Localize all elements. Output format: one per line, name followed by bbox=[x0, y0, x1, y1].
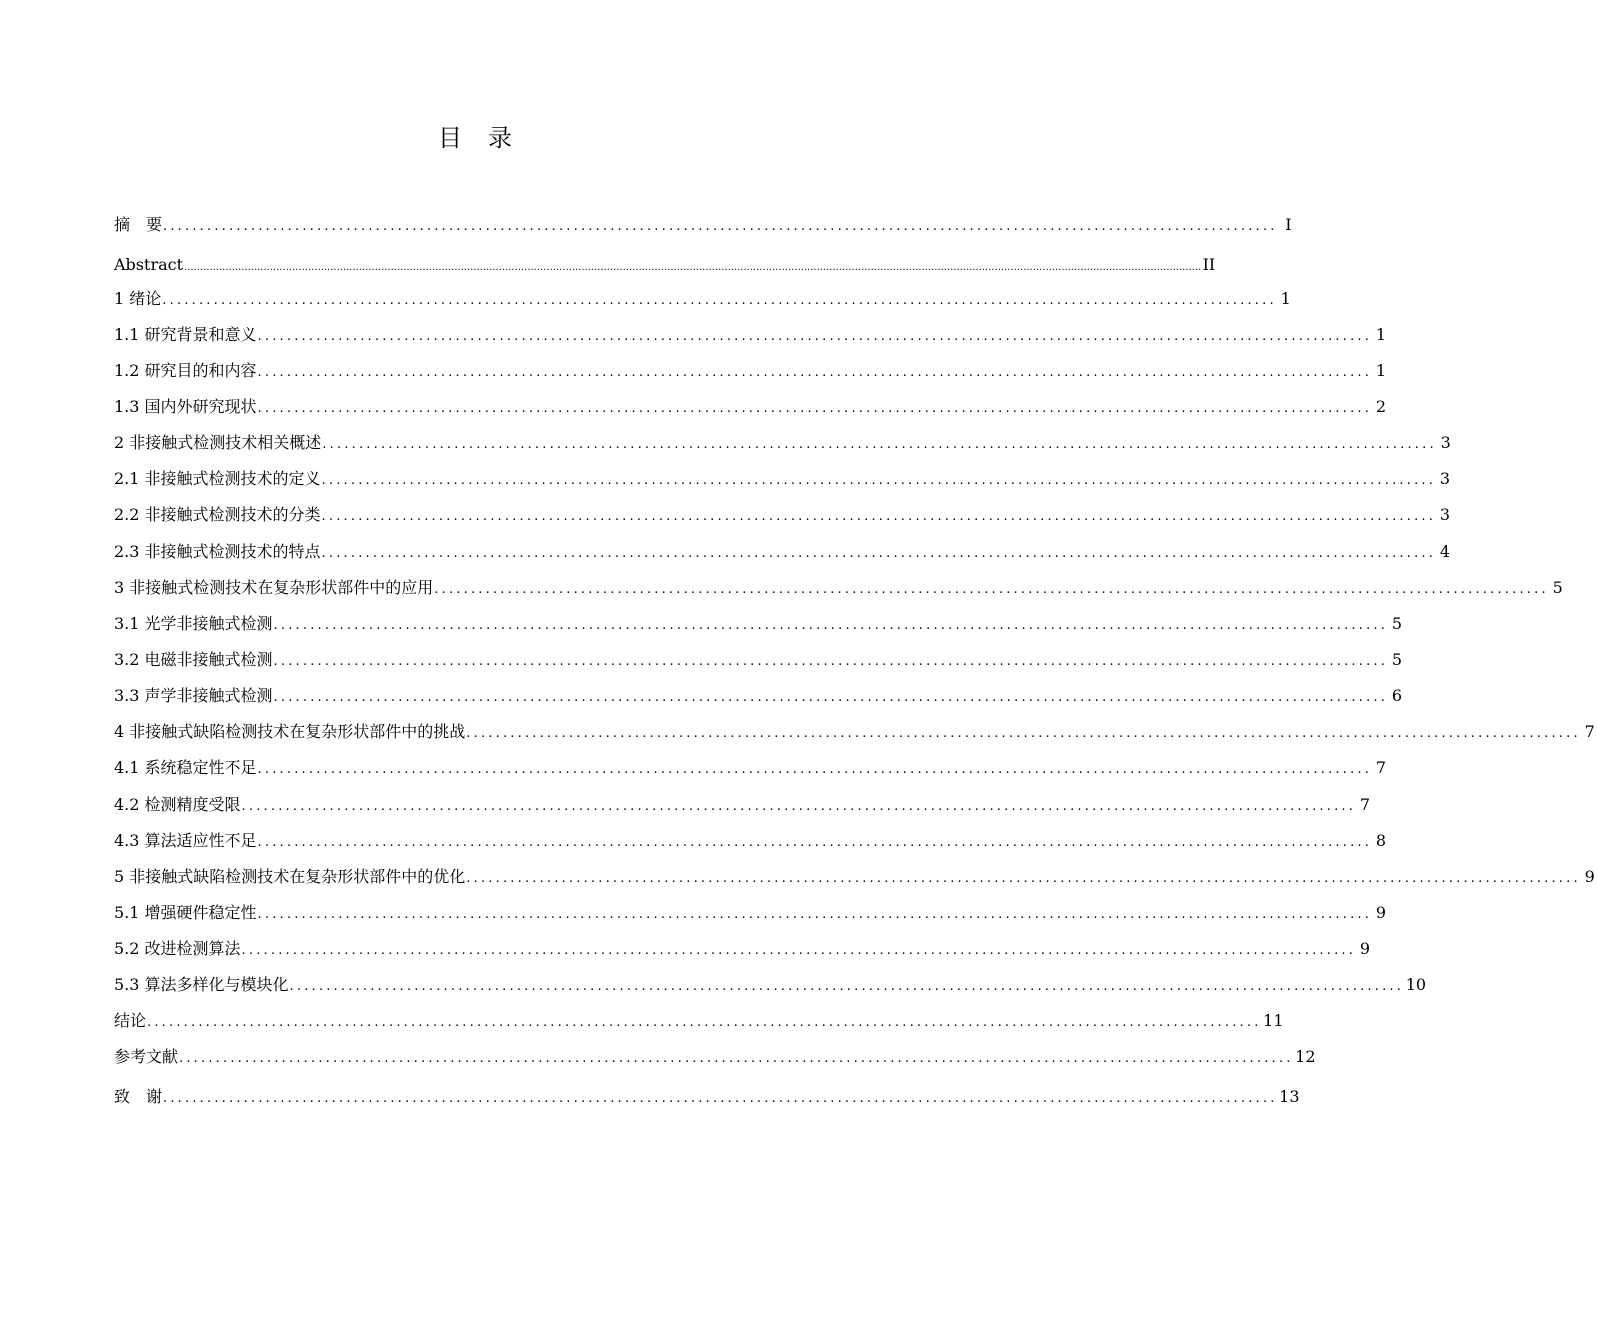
toc-entry[interactable] bbox=[114, 540, 1451, 564]
toc-entry-label: 参考文献 bbox=[114, 1047, 179, 1066]
toc-entry[interactable] bbox=[114, 503, 1451, 527]
toc-entry[interactable] bbox=[114, 612, 1403, 636]
toc-entry-label: 4 非接触式缺陷检测技术在复杂形状部件中的挑战 bbox=[114, 722, 466, 741]
toc-entry-label: 5.3 算法多样化与模块化 bbox=[114, 975, 289, 994]
toc-entry-page: 6 bbox=[1391, 686, 1403, 705]
toc-entry-label: 2 非接触式检测技术相关概述 bbox=[114, 433, 322, 452]
toc-entry-abstract-en[interactable] bbox=[114, 253, 1216, 277]
toc-entry-page: 9 bbox=[1359, 939, 1371, 958]
toc-leader-dots: ........................................................................................................................................................ bbox=[289, 979, 1405, 994]
toc-leader-dots: ........................................................................................................................................................ bbox=[257, 329, 1373, 344]
toc-entry[interactable] bbox=[114, 684, 1403, 708]
toc-entry-page: 1 bbox=[1280, 289, 1291, 308]
toc-leader-dots: ........................................................................................................................................................ bbox=[147, 1015, 1262, 1030]
toc-entry-page: 3 bbox=[1440, 433, 1451, 452]
toc-entry-label: 1.1 研究背景和意义 bbox=[114, 325, 257, 344]
toc-entry-page: 3 bbox=[1439, 505, 1451, 524]
toc-leader-dots: ........................................................................................................................................................ bbox=[257, 762, 1373, 777]
toc-leader-dots: ........................................................................................................................................................ bbox=[179, 1051, 1294, 1066]
toc-entry[interactable] bbox=[114, 323, 1387, 347]
toc-entry[interactable] bbox=[114, 865, 1595, 889]
toc-entry-label: 4.3 算法适应性不足 bbox=[114, 831, 257, 850]
toc-entry[interactable] bbox=[114, 287, 1291, 311]
toc-entry-label: 2.1 非接触式检测技术的定义 bbox=[114, 469, 321, 488]
toc-entry[interactable] bbox=[114, 901, 1387, 925]
toc-entry-abstract-cn[interactable] bbox=[114, 213, 1292, 237]
toc-entry-label: 3.3 声学非接触式检测 bbox=[114, 686, 273, 705]
toc-leader-dots: ........................................................................................................................................................ bbox=[163, 1091, 1278, 1106]
toc-entry-conclusion[interactable] bbox=[114, 1009, 1284, 1033]
toc-entry-label: 致 谢 bbox=[114, 1087, 163, 1106]
toc-entry[interactable] bbox=[114, 395, 1387, 419]
toc-entry-page: 7 bbox=[1359, 795, 1371, 814]
toc-entry-references[interactable] bbox=[114, 1045, 1316, 1069]
toc-entry-page: 3 bbox=[1439, 469, 1451, 488]
toc-entry[interactable] bbox=[114, 648, 1403, 672]
toc-leader-dots: ........................................................................................................................................................ bbox=[257, 907, 1373, 922]
toc-entry-page: 11 bbox=[1263, 1011, 1284, 1030]
toc-leader-dots: ........................................................................................................................................................ bbox=[322, 437, 1437, 452]
toc-entry-page: II bbox=[1202, 255, 1216, 274]
toc-entry-page: 5 bbox=[1552, 578, 1563, 597]
toc-entry-page: 13 bbox=[1279, 1087, 1300, 1106]
toc-leader-dots: ........................................................................................................................................................ bbox=[434, 582, 1549, 597]
toc-leader-dots: ........................................................................................................................................................ bbox=[273, 654, 1389, 669]
toc-entry-page: 1 bbox=[1375, 325, 1387, 344]
toc-entry-label: 摘 要 bbox=[114, 215, 163, 234]
toc-entry-label: 5.1 增强硬件稳定性 bbox=[114, 903, 257, 922]
toc-leader-dots: ........................................................................................................................................................ bbox=[257, 365, 1373, 380]
toc-leader-dots: ........................................................................................................................................................ bbox=[321, 509, 1437, 524]
toc-entry-label: 1 绪论 bbox=[114, 289, 162, 308]
toc-entry-page: 5 bbox=[1391, 614, 1403, 633]
toc-entry[interactable] bbox=[114, 576, 1563, 600]
title-char-1: 目 bbox=[438, 124, 462, 152]
title-char-2: 录 bbox=[488, 124, 512, 152]
toc-entry-page: 10 bbox=[1405, 975, 1427, 994]
toc-entry-label: 4.2 检测精度受限 bbox=[114, 795, 241, 814]
toc-entry-label: 结论 bbox=[114, 1011, 147, 1030]
toc-entry-label: 3.2 电磁非接触式检测 bbox=[114, 650, 273, 669]
toc-entry-page: 9 bbox=[1375, 903, 1387, 922]
toc-entry-label: 3 非接触式检测技术在复杂形状部件中的应用 bbox=[114, 578, 434, 597]
toc-entry-label: Abstract bbox=[114, 255, 184, 274]
toc-entry-page: 7 bbox=[1375, 758, 1387, 777]
toc-entry-label: 5 非接触式缺陷检测技术在复杂形状部件中的优化 bbox=[114, 867, 466, 886]
toc-leader-dots: ........................................................................................................................................................ bbox=[466, 871, 1581, 886]
toc-entry-page: 8 bbox=[1375, 831, 1387, 850]
toc-leader-dots: ........................................................................................................................................................ bbox=[321, 546, 1437, 561]
toc-entry[interactable] bbox=[114, 973, 1427, 997]
toc-entry[interactable] bbox=[114, 937, 1371, 961]
toc-entry[interactable] bbox=[114, 467, 1451, 491]
toc-leader-dots: ........................................................................................................................................................ bbox=[241, 799, 1357, 814]
toc-entry-page: 1 bbox=[1375, 361, 1387, 380]
toc-entry[interactable] bbox=[114, 720, 1595, 744]
toc-entry-page: 9 bbox=[1584, 867, 1595, 886]
toc-leader-dots: ........................................................................................................................................................ bbox=[163, 219, 1278, 234]
toc-leader-dots: ........................................................................................................................................................ bbox=[466, 726, 1581, 741]
toc-entry-page: 5 bbox=[1391, 650, 1403, 669]
toc-entry-acknowledgements[interactable] bbox=[114, 1085, 1300, 1109]
toc-entry-label: 1.2 研究目的和内容 bbox=[114, 361, 257, 380]
toc-entry-page: 12 bbox=[1295, 1047, 1316, 1066]
toc-leader-dots: ................................................................................................................................................................................................................................................................................................................................ bbox=[184, 262, 1202, 273]
toc-leader-dots: ........................................................................................................................................................ bbox=[257, 835, 1373, 850]
toc-leader-dots: ........................................................................................................................................................ bbox=[257, 401, 1373, 416]
toc-leader-dots: ........................................................................................................................................................ bbox=[321, 473, 1437, 488]
page-title bbox=[0, 122, 950, 154]
toc-entry[interactable] bbox=[114, 359, 1387, 383]
toc-leader-dots: ........................................................................................................................................................ bbox=[273, 690, 1389, 705]
toc-leader-dots: ........................................................................................................................................................ bbox=[241, 943, 1357, 958]
toc-entry[interactable] bbox=[114, 431, 1451, 455]
toc-entry-label: 2.2 非接触式检测技术的分类 bbox=[114, 505, 321, 524]
toc-entry-page: 4 bbox=[1439, 542, 1451, 561]
toc-entry[interactable] bbox=[114, 829, 1387, 853]
toc-leader-dots: ........................................................................................................................................................ bbox=[162, 293, 1277, 308]
toc-entry-page: 2 bbox=[1375, 397, 1387, 416]
toc-entry-label: 1.3 国内外研究现状 bbox=[114, 397, 257, 416]
toc-entry-page: I bbox=[1285, 215, 1292, 234]
toc-entry[interactable] bbox=[114, 793, 1371, 817]
toc-entry[interactable] bbox=[114, 756, 1387, 780]
toc-entry-label: 2.3 非接触式检测技术的特点 bbox=[114, 542, 321, 561]
toc-leader-dots: ........................................................................................................................................................ bbox=[273, 618, 1389, 633]
toc-entry-label: 3.1 光学非接触式检测 bbox=[114, 614, 273, 633]
toc-entry-label: 4.1 系统稳定性不足 bbox=[114, 758, 257, 777]
toc-entry-label: 5.2 改进检测算法 bbox=[114, 939, 241, 958]
toc-entry-page: 7 bbox=[1584, 722, 1595, 741]
